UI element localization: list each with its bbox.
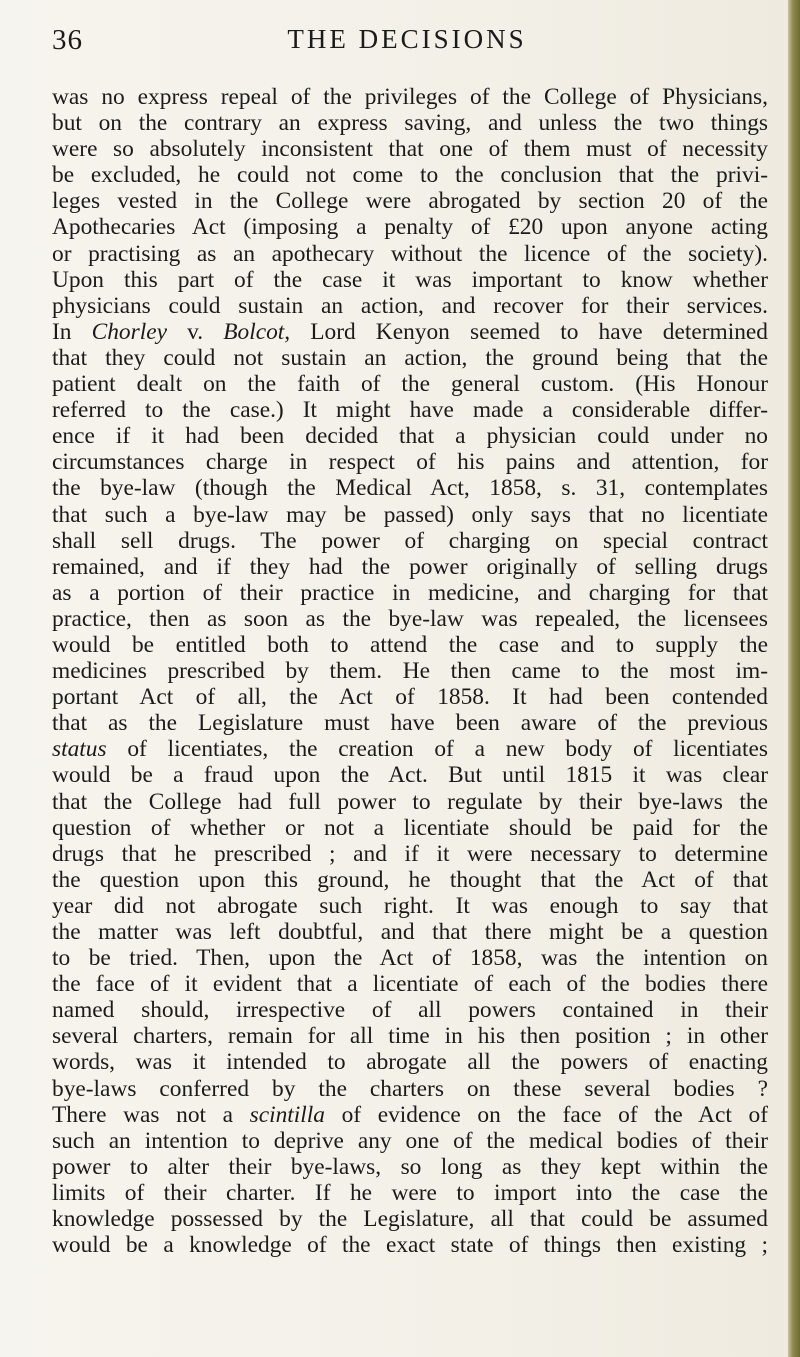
text-line [52, 919, 768, 945]
running-head: THE DECISIONS [287, 24, 527, 54]
text-segment: to be tried. Then, upon the Act of 1858, was the intention on [52, 945, 768, 972]
text-segment: knowledge possessed by the Legislature, all that could be assumed [52, 1206, 768, 1233]
text-segment: portant Act of all, the Act of 1858. It had been contended [52, 684, 768, 711]
text-line [52, 475, 768, 501]
italic-text: scintilla [249, 1101, 325, 1128]
text-line [52, 1206, 768, 1232]
text-segment: would be a knowledge of the exact state of things then existing ; [52, 1232, 768, 1259]
text-segment: of evidence on the face of the Act of [325, 1101, 768, 1128]
text-segment: referred to the case.) It might have made a considerable differ- [52, 397, 768, 424]
text-line [52, 893, 768, 919]
text-line [52, 214, 768, 240]
page-edge [788, 0, 800, 1357]
text-segment: the face of it evident that a licentiate of each of the bodies there [52, 971, 768, 998]
text-line [52, 736, 768, 762]
page-header [52, 24, 762, 64]
text-segment: power to alter their bye-laws, so long as they kept within the [52, 1153, 768, 1180]
text-segment: that the College had full power to regulate by their bye-laws the [52, 788, 768, 815]
page-number: 36 [52, 24, 83, 56]
text-segment: such an intention to deprive any one of the medical bodies of their [52, 1127, 768, 1154]
text-segment: remained, and if they had the power originally of selling drugs [52, 553, 768, 580]
text-line [52, 1102, 768, 1128]
text-segment: practice, then as soon as the bye-law was repealed, the licensees [52, 605, 768, 632]
text-line [52, 345, 768, 371]
text-line [52, 971, 768, 997]
text-line [52, 632, 768, 658]
text-line [52, 815, 768, 841]
text-line [52, 710, 768, 736]
text-line [52, 684, 768, 710]
text-segment: question of whether or not a licentiate should be paid for the [52, 814, 768, 841]
text-segment: year did not abrogate such right. It was enough to say that [52, 892, 768, 919]
text-segment: that such a bye-law may be passed) only says that no licentiate [52, 501, 768, 528]
italic-text: status [52, 736, 107, 763]
text-segment: the matter was left doubtful, and that there might be a question [52, 919, 768, 945]
text-segment: bye-laws conferred by the charters on these several bodies ? [52, 1075, 768, 1102]
text-segment: patient dealt on the faith of the general custom. (His Honour [52, 371, 768, 398]
text-line [52, 423, 768, 449]
text-segment: Upon this part of the case it was important to know whether [52, 266, 768, 293]
text-segment: v. [166, 318, 224, 345]
text-segment: circumstances charge in respect of his pains and attention, for [52, 449, 768, 476]
text-line [52, 162, 768, 188]
text-line [52, 241, 768, 267]
text-line [52, 1180, 768, 1206]
text-segment: would be entitled both to attend the case and to supply the [52, 631, 768, 658]
text-segment: the question upon this ground, he thought that the Act of that [52, 866, 768, 893]
text-segment: named should, irrespective of all powers contained in their [52, 997, 768, 1024]
text-segment: medicines prescribed by them. He then came to the most im- [52, 658, 768, 685]
text-line [52, 789, 768, 815]
text-line [52, 1076, 768, 1102]
text-line [52, 371, 768, 397]
text-segment: In [52, 318, 92, 345]
text-segment: limits of their charter. If he were to import into the case the [52, 1179, 768, 1206]
text-line [52, 554, 768, 580]
text-line [52, 136, 768, 162]
text-line [52, 449, 768, 475]
text-line [52, 1023, 768, 1049]
text-line [52, 1128, 768, 1154]
text-segment: were so absolutely inconsistent that one of them must of necessity [52, 136, 768, 163]
text-line [52, 867, 768, 893]
text-segment: There was not a [52, 1101, 250, 1128]
text-segment: Lord Kenyon seemed to have determined [290, 318, 768, 345]
text-segment: that as the Legislature must have been aware of the previous [52, 710, 768, 737]
text-line [52, 997, 768, 1023]
text-line [52, 945, 768, 971]
text-line [52, 502, 768, 528]
text-segment: be excluded, he could not come to the conclusion that the privi- [52, 162, 768, 189]
text-segment: leges vested in the College were abrogated by section 20 of the [52, 188, 768, 215]
text-line [52, 841, 768, 867]
text-segment: of licentiates, the creation of a new body of licentiates [106, 736, 768, 763]
text-segment: ence if it had been decided that a physician could under no [52, 423, 768, 450]
text-segment: as a portion of their practice in medicine, and charging for that [52, 579, 768, 606]
text-line [52, 658, 768, 684]
text-line [52, 110, 768, 136]
text-line [52, 762, 768, 788]
text-line [52, 188, 768, 214]
italic-text: Chorley [91, 318, 167, 345]
text-line [52, 606, 768, 632]
text-segment: shall sell drugs. The power of charging on special contract [52, 527, 768, 554]
text-segment: words, was it intended to abrogate all the powers of enacting [52, 1049, 768, 1076]
text-line [52, 319, 768, 345]
text-line [52, 267, 768, 293]
text-segment: was no express repeal of the privileges of the College of Physicians, [52, 84, 768, 110]
text-line [52, 397, 768, 423]
text-segment: Apothecaries Act (imposing a penalty of £20 upon anyone acting [52, 214, 768, 241]
body-text [52, 84, 768, 1258]
text-segment: drugs that he prescribed ; and if it were necessary to determine [52, 840, 768, 867]
italic-text: Bolcot, [223, 318, 291, 345]
text-line [52, 1232, 768, 1258]
text-segment: would be a fraud upon the Act. But until 1815 it was clear [52, 762, 768, 789]
text-line [52, 84, 768, 110]
text-line [52, 528, 768, 554]
text-segment: or practising as an apothecary without the licence of the society). [52, 240, 768, 267]
text-segment: several charters, remain for all time in his then position ; in other [52, 1023, 768, 1050]
text-segment: but on the contrary an express saving, and unless the two things [52, 110, 768, 137]
text-segment: that they could not sustain an action, the ground being that the [52, 344, 768, 371]
text-line [52, 580, 768, 606]
text-line [52, 1049, 768, 1075]
text-line [52, 1154, 768, 1180]
text-segment: physicians could sustain an action, and recover for their services. [52, 292, 768, 319]
text-line [52, 293, 768, 319]
text-segment: the bye-law (though the Medical Act, 1858, s. 31, contemplates [52, 475, 768, 502]
